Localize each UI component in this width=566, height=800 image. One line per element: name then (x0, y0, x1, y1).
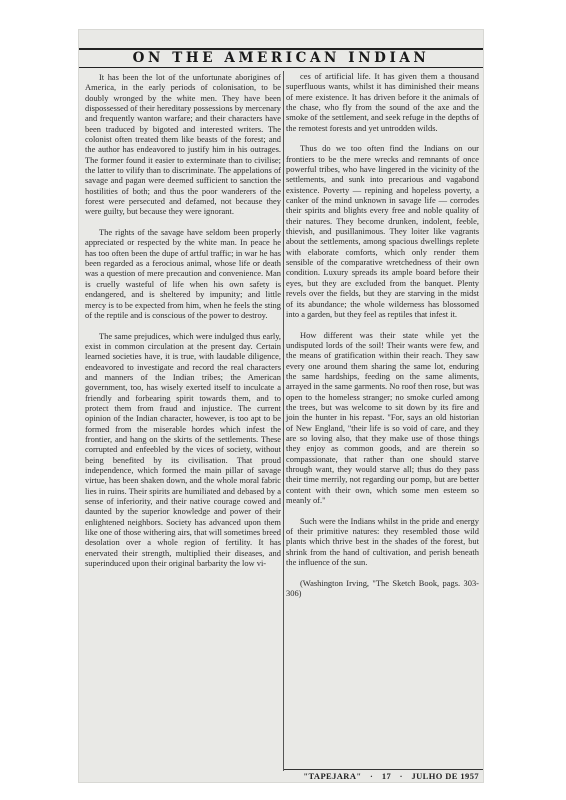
paragraph: The rights of the savage have seldom been properly appreciated or respected by the white man. In peace he has too often been the dupe of artful traffic; in war he has been regarded as a ferocious animal, whose life or death was a question of mere precaution and convenience. Man is cruelly wasteful of life when his own safety is endangered, and is sheltered by impunity; and little mercy is to be expected from him, when he feels the sting of the reptile and is conscious of the power to destroy. (85, 227, 281, 320)
source-credit: (Washington Irving, "The Sketch Book, pags. 303-306) (286, 577, 479, 598)
paragraph: How different was their state while yet the undisputed lords of the soil! Their wants were few, and the means of gratification within their reach. They saw every one around them sharing the same lot, enduring the same hardships, feeding on the same aliments, arrayed in the same garments. No roof then rose, but was open to the homeless stranger; no smoke curled among the trees, but was welcome to sit down by its fire and join the hunter in his repast. "For, says an old historian of New England, "their life is so void of care, and they are so loving also, that they make use of those things they enjoy as common goods, and are therein so compassionate, that rather than one should starve through want, they would starve all; thus do they pass their time merrily, not regarding our pomp, but are better content with their own, which some men esteem so meanly of." (286, 329, 479, 505)
paragraph: ces of artificial life. It has given them a thousand superfluous wants, whilst it has diminished their means of mere existence. It has driven before it the animals of the chase, who fly from the sound of the axe and the smoke of the settlement, and seek refuge in the depths of the remotest forests and yet untrodden wilds. (286, 71, 479, 133)
newspaper-page (79, 30, 483, 782)
paragraph: The same prejudices, which were indulged thus early, exist in common circulation at the present day. Certain learned societies have, it is true, with laudable diligence, endeavored to investigate and record the real characters and manners of the Indian tribes; the American government, too, has wisely exerted itself to inculcate a friendly and forbearing spirit towards them, and to protect them from fraud and injustice. The current opinion of the Indian character, however, is too apt to be formed from the miserable hordes which infest the frontier, and hang on the skirts of the settlements. These corrupted and enfeebled by the vices of society, without being benefited by its civilisation. That proud independence, which formed the main pillar of savage virtue, has been shaken down, and the whole moral fabric lies in ruins. Their spirits are humiliated and debased by a sense of inferiority, and their native courage cowed and daunted by the superior knowledge and power of their enlightened neighbors. Society has advanced upon them like one of those withering airs, that will sometimes breed desolation over a whole region of fertility. It has enervated their strength, multiplied their diseases, and superinduced upon their original barbarity the low vi- (85, 330, 281, 569)
paragraph: Such were the Indians whilst in the pride and energy of their primitive natures: they resembled those wild plants which thrive best in the shades of the forest, but shrink from the hand of cultivation, and perish beneath the influence of the sun. (286, 515, 479, 568)
paragraph: Thus do we too often find the Indians on our frontiers to be the mere wrecks and remnants of once powerful tribes, who have lingered in the vicinity of the settlements, and sunk into precarious and vagabond existence. Poverty — repining and hopeless poverty, a canker of the mind unknown in savage life — corrodes their spirits and blights every free and noble quality of their natures. They become drunken, indolent, feeble, thievish, and pusillanimous. They loiter like vagrants about the settlements, among spacious dwellings replete with elaborate comforts, which only render them sensible of the comparative wretchedness of their own condition. Luxury spreads its ample board before their eyes, but they are excluded from the banquet. Plenty revels over the fields, but they are starving in the midst of its abundance; the whole wilderness has blossomed into a garden, but they feel as reptiles that infest it. (286, 143, 479, 319)
title-bottom-rule (79, 67, 483, 68)
article-title: ON THE AMERICAN INDIAN (132, 50, 430, 66)
right-column (286, 71, 479, 598)
publication-name: "TAPEJARA" (303, 771, 362, 781)
page-number: 17 (381, 771, 392, 781)
footer-separator: · (399, 771, 403, 781)
left-column (85, 72, 281, 568)
page-footer (303, 771, 479, 781)
issue-date: JULHO DE 1957 (411, 771, 479, 781)
footer-rule (284, 769, 483, 770)
column-divider (283, 71, 284, 771)
paragraph: It has been the lot of the unfortunate aborigines of America, in the early periods of colonisation, to be doubly wronged by the white men. They have been dispossessed of their hereditary possessions by mercenary and frequently wanton warfare; and their characters have been traduced by bigoted and interested writers. The colonist often treated them like beasts of the forest; and the author has endeavored to justify him in his outrages. The former found it easier to exterminate than to civilise; the latter to vilify than to discriminate. The appelations of savage and pagan were deemed sufficient to sanction the hostilities of both; and thus the poor wanderers of the forest were persecuted and defamed, not because they were guilty, but because they were ignorant. (85, 72, 281, 217)
footer-separator: · (370, 771, 374, 781)
